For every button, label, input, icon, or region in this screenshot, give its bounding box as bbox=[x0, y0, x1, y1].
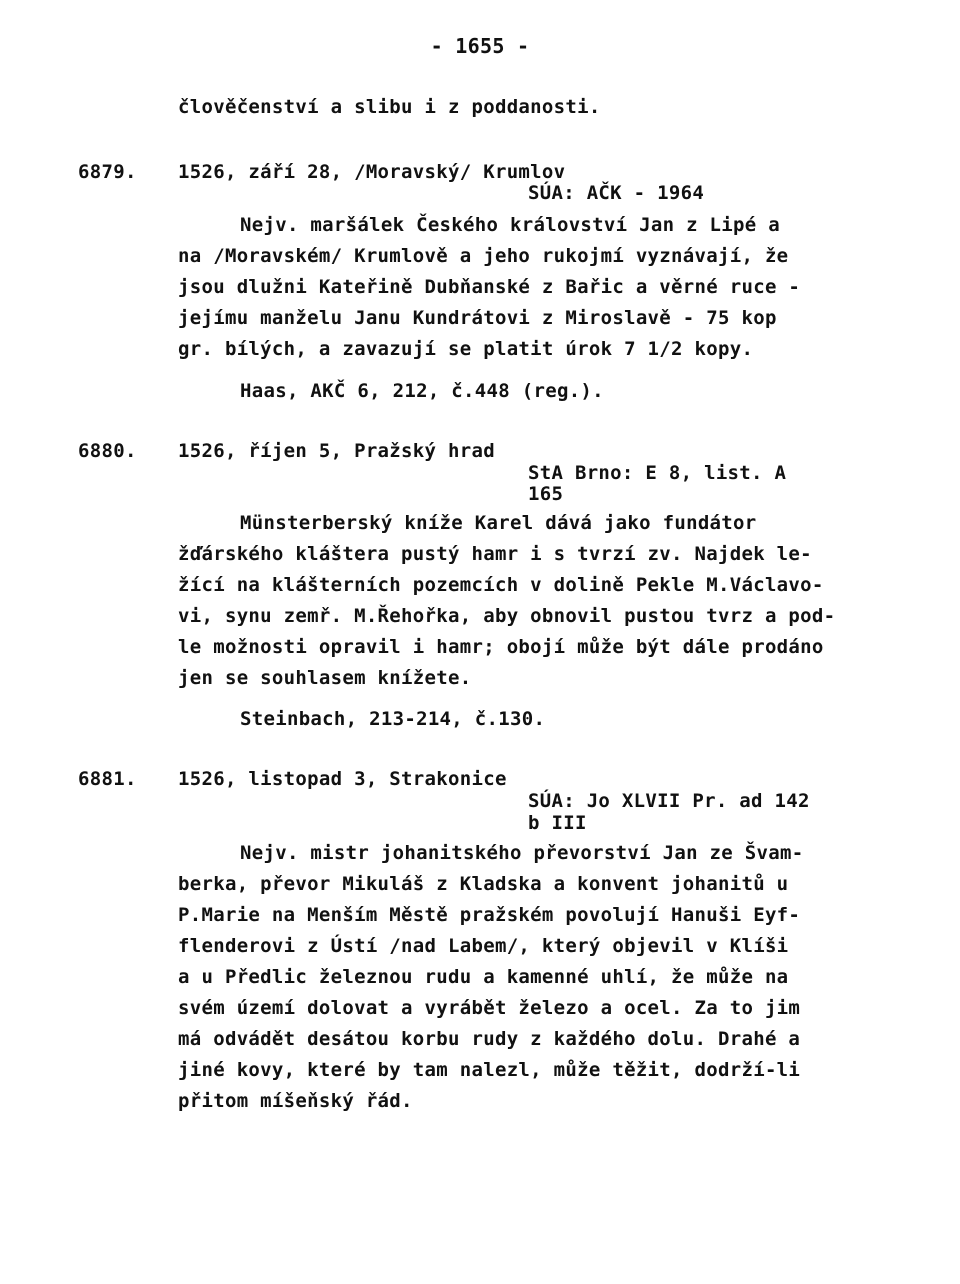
entry-number: 6880. bbox=[78, 440, 137, 462]
entry-reference: Steinbach, 213-214, č.130. bbox=[240, 708, 546, 730]
body-line: Nejv. maršálek Českého království Jan z Lipé a bbox=[240, 214, 780, 236]
entry-source: SÚA: AČK - 1964 bbox=[528, 182, 705, 204]
body-line: flenderovi z Ústí /nad Labem/, který objevil v Klíši bbox=[178, 935, 789, 957]
entry-source-cont: 165 bbox=[528, 483, 564, 505]
intro-line: člověčenství a slibu i z poddanosti. bbox=[178, 96, 601, 118]
entry-date-place: 1526, říjen 5, Pražský hrad bbox=[178, 440, 495, 462]
body-line: le možnosti opravil i hamr; obojí může být dále prodáno bbox=[178, 636, 824, 658]
entry-date-place: 1526, září 28, /Moravský/ Krumlov bbox=[178, 161, 566, 183]
body-line: žďárského kláštera pustý hamr i s tvrzí zv. Najdek le- bbox=[178, 543, 812, 565]
body-line: berka, převor Mikuláš z Kladska a konvent johanitů u bbox=[178, 873, 789, 895]
body-line: jiné kovy, které by tam nalezl, může těžit, dodrží-li bbox=[178, 1059, 801, 1081]
body-line: a u Předlic železnou rudu a kamenné uhlí, že může na bbox=[178, 966, 789, 988]
entry-source-cont: b III bbox=[528, 812, 587, 834]
body-line: jejímu manželu Janu Kundrátovi z Miroslavě - 75 kop bbox=[178, 307, 777, 329]
entry-source: SÚA: Jo XLVII Pr. ad 142 bbox=[528, 790, 810, 812]
body-line: žící na klášterních pozemcích v dolině Pekle M.Václavo- bbox=[178, 574, 824, 596]
body-line: na /Moravském/ Krumlově a jeho rukojmí vyznávají, že bbox=[178, 245, 789, 267]
body-line: jen se souhlasem knížete. bbox=[178, 667, 472, 689]
entry-source: StA Brno: E 8, list. A bbox=[528, 462, 787, 484]
body-line: Münsterberský kníže Karel dává jako fundátor bbox=[240, 512, 757, 534]
body-line: má odvádět desátou korbu rudy z každého dolu. Drahé a bbox=[178, 1028, 801, 1050]
entry-number: 6881. bbox=[78, 768, 137, 790]
body-line: přitom míšeňský řád. bbox=[178, 1090, 413, 1112]
body-line: P.Marie na Menším Městě pražském povolují Hanuši Eyf- bbox=[178, 904, 801, 926]
page-number: - 1655 - bbox=[430, 34, 530, 58]
body-line: svém území dolovat a vyrábět železo a ocel. Za to jim bbox=[178, 997, 801, 1019]
body-line: jsou dlužni Kateřině Dubňanské z Bařic a věrné ruce - bbox=[178, 276, 801, 298]
entry-number: 6879. bbox=[78, 161, 137, 183]
body-line: gr. bílých, a zavazují se platit úrok 7 1/2 kopy. bbox=[178, 338, 754, 360]
body-line: Nejv. mistr johanitského převorství Jan ze Švam- bbox=[240, 842, 804, 864]
entry-date-place: 1526, listopad 3, Strakonice bbox=[178, 768, 507, 790]
body-line: vi, synu zemř. M.Řehořka, aby obnovil pustou tvrz a pod- bbox=[178, 605, 836, 627]
entry-reference: Haas, AKČ 6, 212, č.448 (reg.). bbox=[240, 380, 604, 402]
